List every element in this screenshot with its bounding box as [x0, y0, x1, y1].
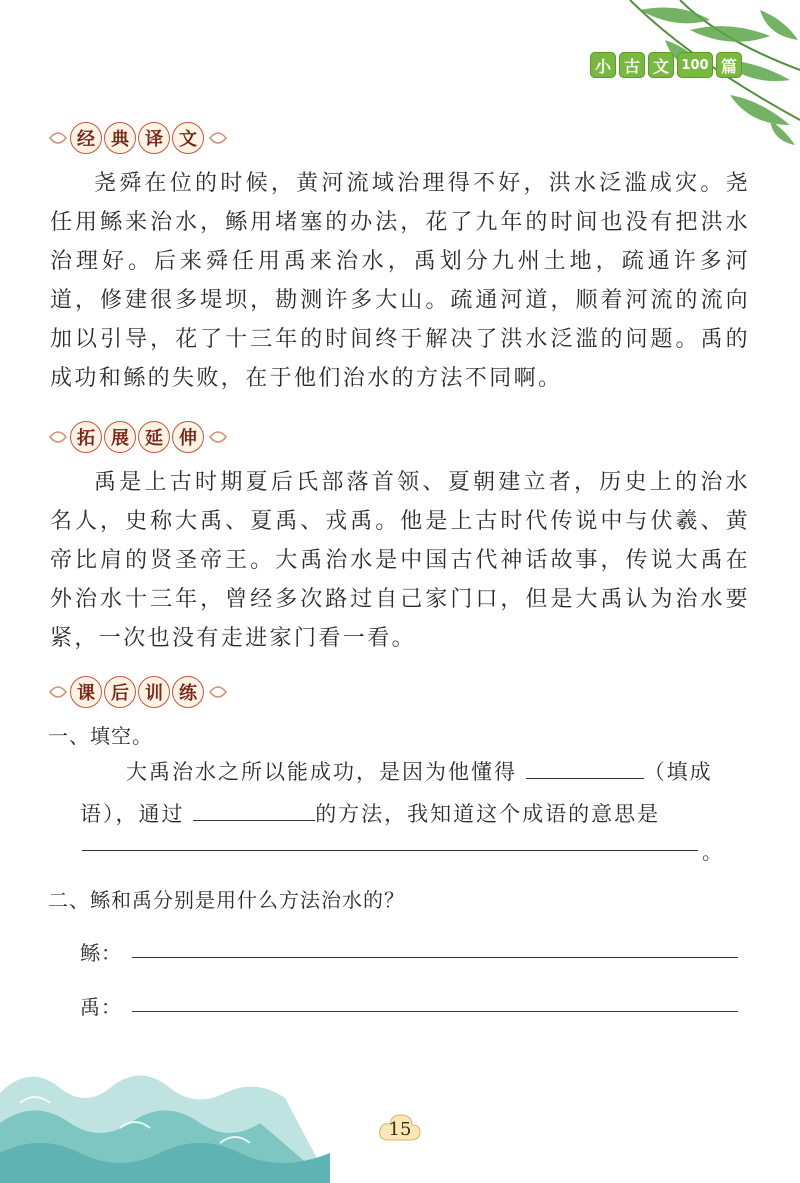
waves-decoration-icon — [0, 1033, 330, 1183]
title-char: 展 — [104, 421, 136, 453]
question-1-text: 大禹治水之所以能成功，是因为他懂得 — [126, 760, 517, 784]
title-char: 拓 — [70, 421, 102, 453]
question-1-text: 的方法，我知道这个成语的意思是 — [315, 802, 661, 826]
label-gun: 鲧： — [80, 941, 122, 965]
title-char: 练 — [172, 676, 204, 708]
question-1-body — [80, 751, 750, 835]
title-char: 经 — [70, 122, 102, 154]
question-1-heading: 一、填空。 — [48, 724, 153, 748]
title-char: 延 — [138, 421, 170, 453]
answer-line-meaning[interactable] — [82, 850, 698, 851]
section-title-exercises — [48, 676, 204, 708]
answer-line-gun[interactable] — [132, 957, 738, 958]
title-char: 文 — [172, 122, 204, 154]
series-char: 文 — [648, 52, 674, 78]
title-char: 译 — [138, 122, 170, 154]
title-char: 典 — [104, 122, 136, 154]
label-yu: 禹： — [80, 995, 122, 1019]
series-char: 小 — [590, 52, 616, 78]
title-char: 后 — [104, 676, 136, 708]
question-1-end: 。 — [702, 840, 723, 864]
title-char: 训 — [138, 676, 170, 708]
title-char: 课 — [70, 676, 102, 708]
answer-blank-idiom[interactable] — [526, 756, 644, 779]
section-title-extension — [48, 421, 204, 453]
translation-paragraph: 尧舜在位的时候，黄河流域治理得不好，洪水泛滥成灾。尧任用鲧来治水，鲧用堵塞的办法，花了九年的时间也没有把洪水治理好。后来舜任用禹来治水，禹划分九州土地，疏通许多河道，修建很多堤坝，勘测许多大山。疏通河道，顺着河流的流向加以引导，花了十三年的时间终于解决了洪水泛滥的问题。禹的成功和鲧的失败，在于他们治水的方法不同啊。 — [50, 171, 750, 391]
page-number: 15 — [388, 1118, 412, 1140]
answer-line-yu[interactable] — [132, 1011, 738, 1012]
question-2-heading: 二、鲧和禹分别是用什么方法治水的？ — [48, 888, 405, 912]
series-char: 篇 — [716, 52, 742, 78]
question-1-text: （填成语），通过 — [80, 760, 713, 826]
page-number-badge — [378, 1112, 422, 1146]
series-label — [590, 52, 742, 78]
title-char: 伸 — [172, 421, 204, 453]
extension-paragraph: 禹是上古时期夏后氏部落首领、夏朝建立者，历史上的治水名人，史称大禹、夏禹、戎禹。他是上古时代传说中与伏羲、黄帝比肩的贤圣帝王。大禹治水是中国古代神话故事，传说大禹在外治水十三年，曾经多次路过自己家门口，但是大禹认为治水要紧，一次也没有走进家门看一看。 — [50, 470, 750, 651]
section-title-translation — [48, 122, 204, 154]
series-char: 100 — [677, 52, 713, 78]
series-char: 古 — [619, 52, 645, 78]
answer-blank-method[interactable] — [193, 798, 315, 821]
